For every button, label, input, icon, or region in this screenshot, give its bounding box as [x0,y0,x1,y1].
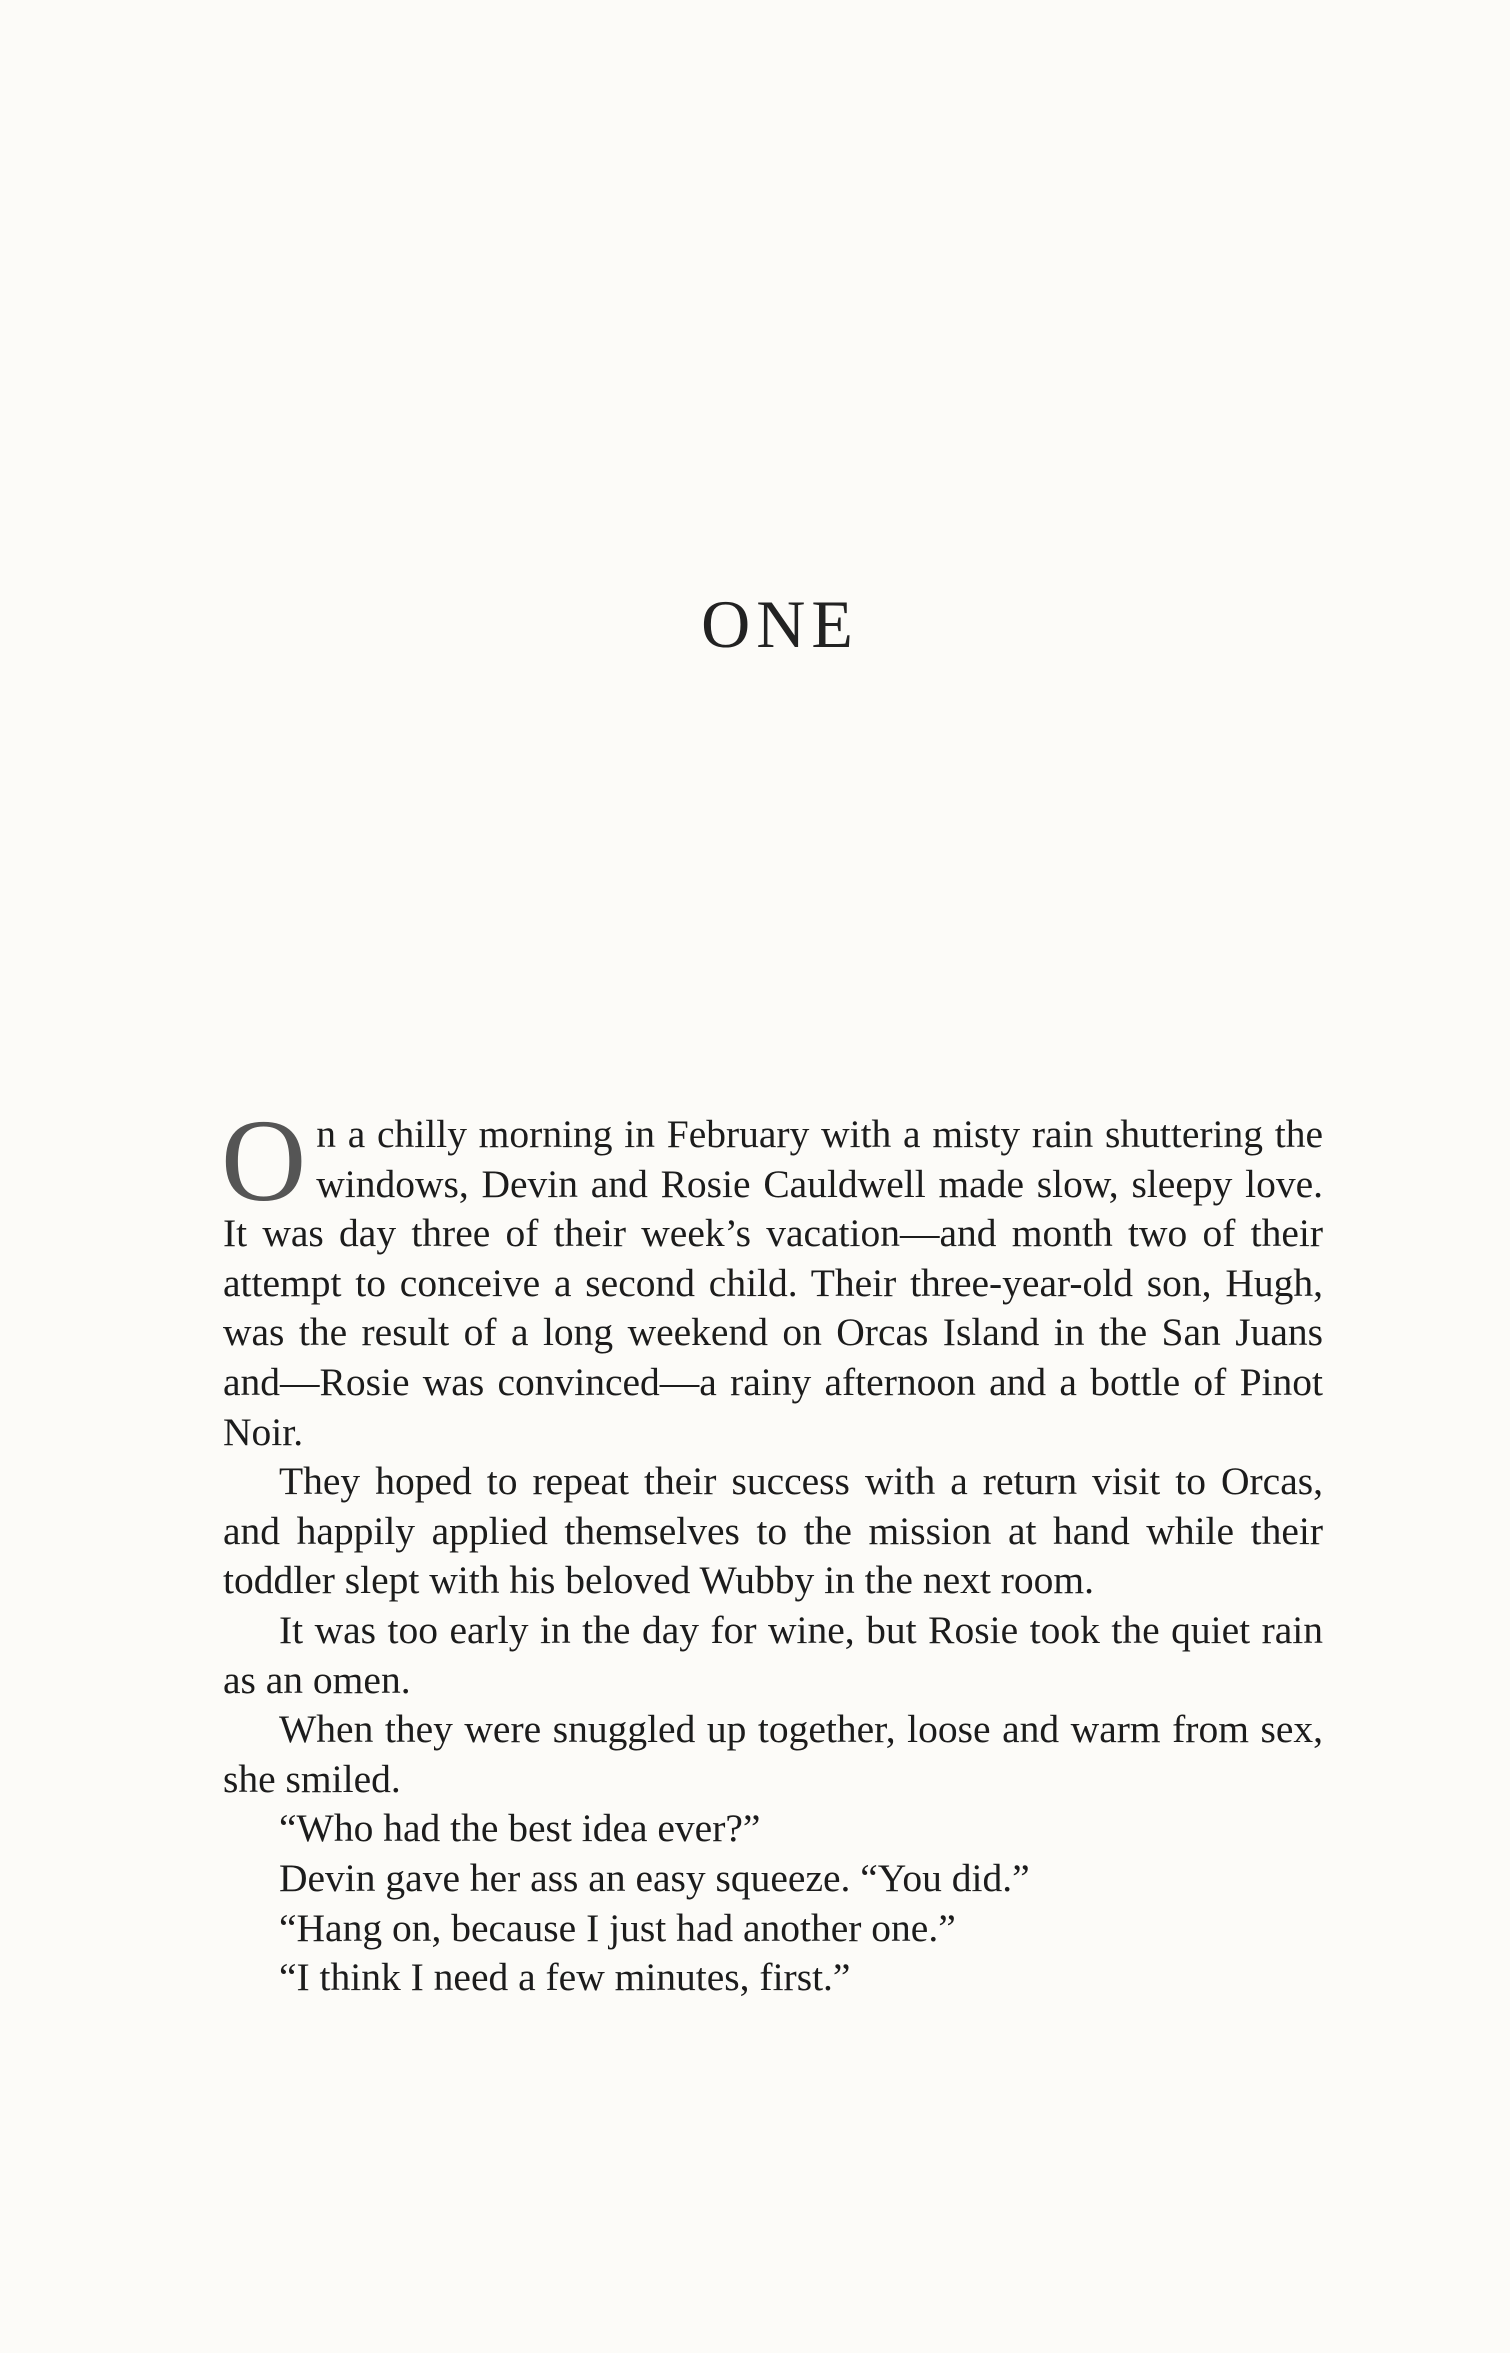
paragraph: When they were snuggled up together, loose and warm from sex, she smiled. [223,1707,1323,1801]
paragraph-text: n a chilly morning in February with a misty rain shuttering the windows, Devin and Rosie Cauldwell made slow, sleepy love. It was day three of their week’s vacation—and month two of their attempt to conceive a second child. Their three-year-old son, Hugh, was the result of a long weekend on Orcas Island in the San Juans and—Rosie was convinced—a rainy afternoon and a bottle of Pinot Noir. [223,1112,1323,1454]
paragraph [221,1095,1323,1457]
drop-cap: O [221,1095,307,1226]
paragraph: It was too early in the day for wine, but Rosie took the quiet rain as an omen. [223,1607,1323,1702]
chapter-title: ONE [701,586,859,662]
paragraph: “I think I need a few minutes, first.” [279,1955,851,2000]
chapter-body [221,1095,1323,2003]
paragraph: “Who had the best idea ever?” [279,1806,761,1851]
paragraph: Devin gave her ass an easy squeeze. “You did.” [279,1855,1030,1900]
paragraph: They hoped to repeat their success with a return visit to Orcas, and happily applied themselves to the mission at hand while their toddler slept with his beloved Wubby in the next room. [223,1459,1323,1603]
paragraph: “Hang on, because I just had another one.” [279,1905,956,1950]
